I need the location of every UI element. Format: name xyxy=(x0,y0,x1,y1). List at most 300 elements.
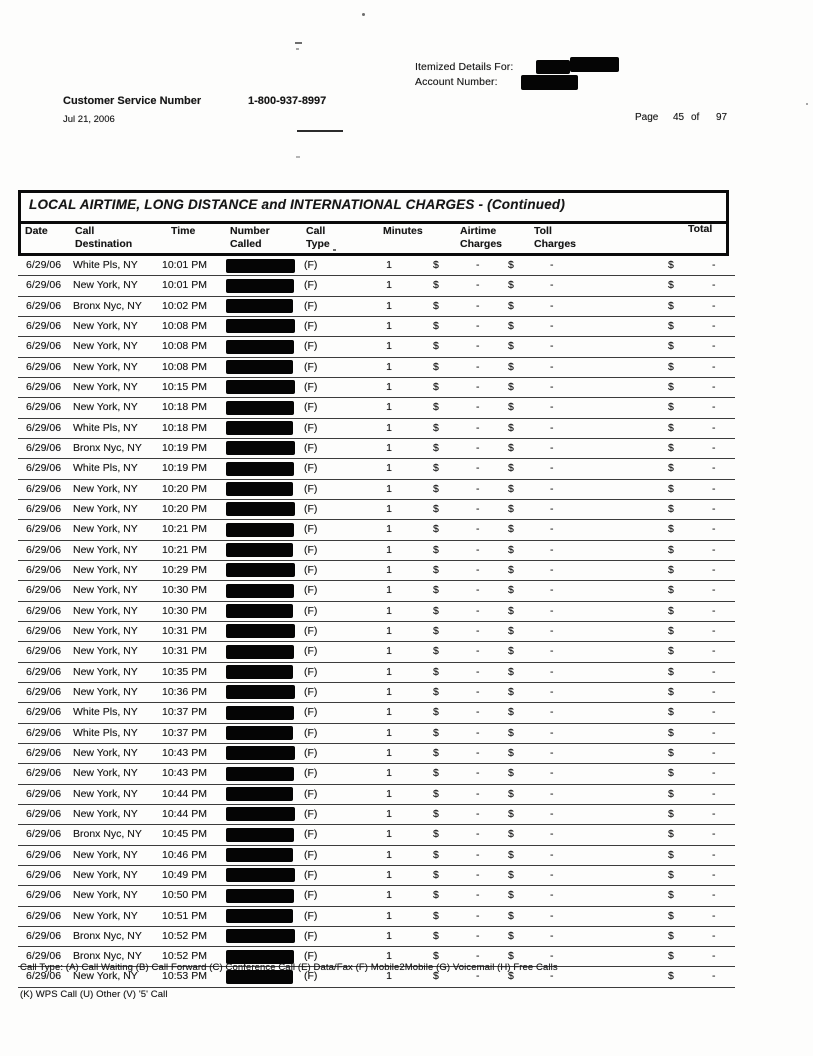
cell-minutes: 1 xyxy=(386,868,392,881)
redacted-number-called xyxy=(226,259,295,273)
cell-toll-amount: - xyxy=(550,380,554,393)
cell-date: 6/29/06 xyxy=(26,970,62,983)
cell-minutes: 1 xyxy=(386,340,392,353)
cell-total-amount: - xyxy=(712,421,716,434)
cell-total-currency: $ xyxy=(668,319,674,332)
cell-toll-currency: $ xyxy=(508,767,514,780)
cell-airtime-amount: - xyxy=(476,340,480,353)
table-row xyxy=(18,785,735,805)
cell-time: 10:30 PM xyxy=(162,604,207,617)
cell-total-currency: $ xyxy=(668,523,674,536)
redacted-number-called xyxy=(226,645,294,659)
cell-airtime-currency: $ xyxy=(433,726,439,739)
cell-time: 10:37 PM xyxy=(162,706,207,719)
cell-total-amount: - xyxy=(712,441,716,454)
cell-airtime-currency: $ xyxy=(433,462,439,475)
cell-airtime-amount: - xyxy=(476,909,480,922)
cell-time: 10:31 PM xyxy=(162,624,207,637)
cell-date: 6/29/06 xyxy=(26,279,62,292)
cell-date: 6/29/06 xyxy=(26,502,62,515)
cell-minutes: 1 xyxy=(386,482,392,495)
page-current: 45 xyxy=(673,112,685,123)
cell-toll-amount: - xyxy=(550,746,554,759)
cell-date: 6/29/06 xyxy=(26,523,62,536)
cell-date: 6/29/06 xyxy=(26,706,62,719)
cell-total-amount: - xyxy=(712,523,716,536)
cell-airtime-currency: $ xyxy=(433,807,439,820)
cell-toll-currency: $ xyxy=(508,482,514,495)
cell-call-type: (F) xyxy=(304,401,318,414)
cell-airtime-currency: $ xyxy=(433,502,439,515)
table-row xyxy=(18,907,735,927)
cell-total-amount: - xyxy=(712,584,716,597)
cell-toll-amount: - xyxy=(550,604,554,617)
cell-airtime-currency: $ xyxy=(433,401,439,414)
col-header-minutes: Minutes xyxy=(383,225,423,237)
redacted-number-called xyxy=(226,502,295,516)
cell-total-amount: - xyxy=(712,665,716,678)
col-header-call-type: Call Type xyxy=(306,225,330,250)
table-row xyxy=(18,602,735,622)
cell-date: 6/29/06 xyxy=(26,685,62,698)
redacted-number-called xyxy=(226,279,294,293)
cell-destination: New York, NY xyxy=(73,340,138,353)
cell-destination: New York, NY xyxy=(73,746,138,759)
cell-toll-amount: - xyxy=(550,360,554,373)
cell-airtime-currency: $ xyxy=(433,319,439,332)
cell-toll-currency: $ xyxy=(508,868,514,881)
table-row xyxy=(18,927,735,947)
cell-total-currency: $ xyxy=(668,380,674,393)
cell-toll-currency: $ xyxy=(508,787,514,800)
redacted-number-called xyxy=(226,787,293,801)
cell-destination: New York, NY xyxy=(73,360,138,373)
cell-date: 6/29/06 xyxy=(26,380,62,393)
cell-date: 6/29/06 xyxy=(26,665,62,678)
table-row xyxy=(18,703,735,723)
cell-time: 10:44 PM xyxy=(162,787,207,800)
cell-toll-currency: $ xyxy=(508,502,514,515)
cell-total-amount: - xyxy=(712,950,716,963)
cell-destination: New York, NY xyxy=(73,909,138,922)
cell-airtime-currency: $ xyxy=(433,828,439,841)
cell-destination: New York, NY xyxy=(73,848,138,861)
cell-airtime-amount: - xyxy=(476,868,480,881)
cell-airtime-amount: - xyxy=(476,889,480,902)
cell-toll-amount: - xyxy=(550,299,554,312)
cell-total-amount: - xyxy=(712,970,716,983)
cell-time: 10:18 PM xyxy=(162,421,207,434)
cell-minutes: 1 xyxy=(386,889,392,902)
cell-total-currency: $ xyxy=(668,543,674,556)
cell-destination: New York, NY xyxy=(73,889,138,902)
table-row xyxy=(18,724,735,744)
cell-date: 6/29/06 xyxy=(26,441,62,454)
cell-airtime-amount: - xyxy=(476,279,480,292)
cell-date: 6/29/06 xyxy=(26,950,62,963)
cell-destination: New York, NY xyxy=(73,482,138,495)
table-row xyxy=(18,276,735,296)
cell-toll-amount: - xyxy=(550,421,554,434)
cell-toll-amount: - xyxy=(550,909,554,922)
cell-time: 10:36 PM xyxy=(162,685,207,698)
cell-date: 6/29/06 xyxy=(26,401,62,414)
table-row xyxy=(18,805,735,825)
cell-toll-currency: $ xyxy=(508,848,514,861)
cell-total-currency: $ xyxy=(668,441,674,454)
cell-minutes: 1 xyxy=(386,685,392,698)
table-row xyxy=(18,500,735,520)
cell-airtime-amount: - xyxy=(476,482,480,495)
cell-time: 10:21 PM xyxy=(162,523,207,536)
cell-call-type: (F) xyxy=(304,360,318,373)
table-title: LOCAL AIRTIME, LONG DISTANCE and INTERNATIONAL CHARGES - (Continued) xyxy=(29,197,566,212)
cell-time: 10:18 PM xyxy=(162,401,207,414)
table-row xyxy=(18,480,735,500)
cell-minutes: 1 xyxy=(386,970,392,983)
cell-airtime-amount: - xyxy=(476,970,480,983)
cell-minutes: 1 xyxy=(386,929,392,942)
table-row xyxy=(18,846,735,866)
cell-toll-currency: $ xyxy=(508,401,514,414)
scan-artifact xyxy=(295,42,302,44)
cell-airtime-currency: $ xyxy=(433,685,439,698)
cell-total-currency: $ xyxy=(668,502,674,515)
cell-call-type: (F) xyxy=(304,584,318,597)
redacted-number-called xyxy=(226,401,294,415)
cell-toll-amount: - xyxy=(550,340,554,353)
cell-toll-amount: - xyxy=(550,543,554,556)
cell-total-currency: $ xyxy=(668,685,674,698)
cell-total-amount: - xyxy=(712,624,716,637)
cell-total-currency: $ xyxy=(668,604,674,617)
cell-call-type: (F) xyxy=(304,889,318,902)
cell-time: 10:43 PM xyxy=(162,767,207,780)
cell-total-amount: - xyxy=(712,909,716,922)
cell-toll-amount: - xyxy=(550,706,554,719)
cell-total-currency: $ xyxy=(668,848,674,861)
cell-total-currency: $ xyxy=(668,970,674,983)
table-row xyxy=(18,825,735,845)
cell-total-currency: $ xyxy=(668,828,674,841)
cell-time: 10:15 PM xyxy=(162,380,207,393)
cell-call-type: (F) xyxy=(304,726,318,739)
cell-total-currency: $ xyxy=(668,929,674,942)
cell-total-currency: $ xyxy=(668,868,674,881)
cell-airtime-currency: $ xyxy=(433,563,439,576)
cell-time: 10:08 PM xyxy=(162,340,207,353)
cell-toll-amount: - xyxy=(550,502,554,515)
cell-toll-amount: - xyxy=(550,563,554,576)
cell-toll-amount: - xyxy=(550,767,554,780)
table-row xyxy=(18,520,735,540)
cell-destination: Bronx Nyc, NY xyxy=(73,828,142,841)
cell-destination: New York, NY xyxy=(73,584,138,597)
cell-toll-currency: $ xyxy=(508,807,514,820)
cell-toll-currency: $ xyxy=(508,259,514,271)
cell-total-currency: $ xyxy=(668,665,674,678)
redacted-number-called xyxy=(226,848,293,862)
cell-time: 10:20 PM xyxy=(162,482,207,495)
cell-toll-amount: - xyxy=(550,807,554,820)
cell-toll-currency: $ xyxy=(508,909,514,922)
cell-date: 6/29/06 xyxy=(26,299,62,312)
cell-airtime-currency: $ xyxy=(433,259,439,271)
cell-destination: White Pls, NY xyxy=(73,706,138,719)
table-row xyxy=(18,683,735,703)
cell-total-amount: - xyxy=(712,462,716,475)
cell-toll-amount: - xyxy=(550,889,554,902)
cell-toll-currency: $ xyxy=(508,340,514,353)
cell-call-type: (F) xyxy=(304,259,318,271)
cell-call-type: (F) xyxy=(304,746,318,759)
cell-toll-amount: - xyxy=(550,441,554,454)
cell-toll-amount: - xyxy=(550,828,554,841)
redacted-number-called xyxy=(226,604,293,618)
cell-airtime-currency: $ xyxy=(433,645,439,658)
cell-date: 6/29/06 xyxy=(26,868,62,881)
cell-date: 6/29/06 xyxy=(26,259,62,271)
cell-total-currency: $ xyxy=(668,340,674,353)
cell-total-currency: $ xyxy=(668,462,674,475)
cell-destination: New York, NY xyxy=(73,543,138,556)
scan-artifact xyxy=(333,249,336,251)
cell-airtime-amount: - xyxy=(476,787,480,800)
cell-total-currency: $ xyxy=(668,563,674,576)
cell-call-type: (F) xyxy=(304,543,318,556)
cell-airtime-currency: $ xyxy=(433,848,439,861)
cell-toll-amount: - xyxy=(550,279,554,292)
cell-airtime-amount: - xyxy=(476,848,480,861)
cell-toll-amount: - xyxy=(550,462,554,475)
cell-minutes: 1 xyxy=(386,706,392,719)
cell-date: 6/29/06 xyxy=(26,848,62,861)
cell-total-amount: - xyxy=(712,889,716,902)
cell-airtime-amount: - xyxy=(476,299,480,312)
cell-date: 6/29/06 xyxy=(26,767,62,780)
cell-total-amount: - xyxy=(712,543,716,556)
cell-time: 10:50 PM xyxy=(162,889,207,902)
cell-airtime-currency: $ xyxy=(433,360,439,373)
cell-toll-amount: - xyxy=(550,868,554,881)
cell-total-currency: $ xyxy=(668,726,674,739)
redacted-number-called xyxy=(226,380,295,394)
cell-toll-currency: $ xyxy=(508,645,514,658)
cell-total-currency: $ xyxy=(668,401,674,414)
page-of-label: of xyxy=(691,112,700,123)
cell-destination: New York, NY xyxy=(73,279,138,292)
redacted-number-called xyxy=(226,482,293,496)
cell-minutes: 1 xyxy=(386,848,392,861)
cell-toll-amount: - xyxy=(550,685,554,698)
cell-airtime-amount: - xyxy=(476,584,480,597)
cell-time: 10:21 PM xyxy=(162,543,207,556)
cell-destination: New York, NY xyxy=(73,380,138,393)
cell-total-amount: - xyxy=(712,929,716,942)
cell-call-type: (F) xyxy=(304,563,318,576)
table-row xyxy=(18,439,735,459)
cell-date: 6/29/06 xyxy=(26,604,62,617)
cell-destination: New York, NY xyxy=(73,868,138,881)
cell-time: 10:52 PM xyxy=(162,929,207,942)
cell-total-amount: - xyxy=(712,746,716,759)
cell-date: 6/29/06 xyxy=(26,645,62,658)
cell-airtime-amount: - xyxy=(476,746,480,759)
cell-total-currency: $ xyxy=(668,767,674,780)
cell-toll-currency: $ xyxy=(508,421,514,434)
cell-airtime-currency: $ xyxy=(433,279,439,292)
call-type-legend-line-2: (K) WPS Call (U) Other (V) '5' Call xyxy=(20,989,168,1000)
cell-total-currency: $ xyxy=(668,259,674,271)
cell-destination: New York, NY xyxy=(73,319,138,332)
cell-minutes: 1 xyxy=(386,584,392,597)
cell-total-currency: $ xyxy=(668,421,674,434)
redacted-number-called xyxy=(226,462,294,476)
cell-minutes: 1 xyxy=(386,909,392,922)
table-row xyxy=(18,764,735,784)
customer-service-number: 1-800-937-8997 xyxy=(248,95,327,107)
cell-airtime-amount: - xyxy=(476,502,480,515)
scan-artifact xyxy=(296,48,299,50)
cell-minutes: 1 xyxy=(386,279,392,292)
cell-destination: New York, NY xyxy=(73,767,138,780)
cell-minutes: 1 xyxy=(386,523,392,536)
table-row xyxy=(18,866,735,886)
cell-date: 6/29/06 xyxy=(26,909,62,922)
col-header-date: Date xyxy=(25,225,48,237)
cell-time: 10:08 PM xyxy=(162,360,207,373)
cell-destination: White Pls, NY xyxy=(73,462,138,475)
redacted-name-box-1 xyxy=(536,60,570,74)
cell-toll-currency: $ xyxy=(508,970,514,983)
cell-call-type: (F) xyxy=(304,604,318,617)
redacted-number-called xyxy=(226,319,295,333)
customer-service-label: Customer Service Number xyxy=(63,95,202,107)
cell-total-currency: $ xyxy=(668,624,674,637)
cell-airtime-amount: - xyxy=(476,401,480,414)
cell-destination: New York, NY xyxy=(73,685,138,698)
cell-time: 10:08 PM xyxy=(162,319,207,332)
cell-call-type: (F) xyxy=(304,624,318,637)
table-row xyxy=(18,297,735,317)
cell-toll-amount: - xyxy=(550,523,554,536)
cell-minutes: 1 xyxy=(386,787,392,800)
table-row xyxy=(18,459,735,479)
cell-airtime-currency: $ xyxy=(433,340,439,353)
cell-total-amount: - xyxy=(712,767,716,780)
cell-airtime-currency: $ xyxy=(433,523,439,536)
cell-airtime-currency: $ xyxy=(433,950,439,963)
redacted-number-called xyxy=(226,889,294,903)
cell-call-type: (F) xyxy=(304,767,318,780)
cell-toll-currency: $ xyxy=(508,828,514,841)
cell-airtime-currency: $ xyxy=(433,380,439,393)
table-row xyxy=(18,581,735,601)
cell-minutes: 1 xyxy=(386,259,392,271)
col-header-number-called: Number Called xyxy=(230,225,270,250)
cell-total-amount: - xyxy=(712,868,716,881)
cell-minutes: 1 xyxy=(386,950,392,963)
table-row xyxy=(18,419,735,439)
redacted-number-called xyxy=(226,706,294,720)
cell-date: 6/29/06 xyxy=(26,360,62,373)
call-detail-rows xyxy=(18,256,735,988)
cell-call-type: (F) xyxy=(304,848,318,861)
cell-airtime-amount: - xyxy=(476,380,480,393)
cell-total-amount: - xyxy=(712,380,716,393)
cell-airtime-currency: $ xyxy=(433,482,439,495)
cell-destination: New York, NY xyxy=(73,807,138,820)
cell-airtime-amount: - xyxy=(476,259,480,271)
cell-destination: New York, NY xyxy=(73,523,138,536)
cell-call-type: (F) xyxy=(304,502,318,515)
cell-call-type: (F) xyxy=(304,929,318,942)
cell-total-amount: - xyxy=(712,685,716,698)
table-row xyxy=(18,663,735,683)
cell-time: 10:51 PM xyxy=(162,909,207,922)
cell-minutes: 1 xyxy=(386,502,392,515)
cell-date: 6/29/06 xyxy=(26,828,62,841)
redacted-number-called xyxy=(226,685,295,699)
cell-total-currency: $ xyxy=(668,787,674,800)
redacted-number-called xyxy=(226,767,294,781)
cell-time: 10:20 PM xyxy=(162,502,207,515)
cell-call-type: (F) xyxy=(304,645,318,658)
col-header-toll-charges: Toll Charges xyxy=(534,225,577,250)
cell-total-amount: - xyxy=(712,848,716,861)
redacted-number-called xyxy=(226,909,293,923)
cell-toll-currency: $ xyxy=(508,584,514,597)
redacted-number-called xyxy=(226,421,293,435)
cell-toll-amount: - xyxy=(550,929,554,942)
cell-time: 10:46 PM xyxy=(162,848,207,861)
cell-date: 6/29/06 xyxy=(26,482,62,495)
cell-airtime-currency: $ xyxy=(433,584,439,597)
cell-toll-amount: - xyxy=(550,401,554,414)
redacted-number-called xyxy=(226,929,295,943)
cell-toll-amount: - xyxy=(550,584,554,597)
cell-date: 6/29/06 xyxy=(26,807,62,820)
cell-toll-amount: - xyxy=(550,259,554,271)
col-header-time: Time xyxy=(171,225,196,237)
cell-airtime-currency: $ xyxy=(433,889,439,902)
cell-total-amount: - xyxy=(712,299,716,312)
cell-total-currency: $ xyxy=(668,299,674,312)
cell-minutes: 1 xyxy=(386,299,392,312)
cell-minutes: 1 xyxy=(386,746,392,759)
cell-toll-currency: $ xyxy=(508,360,514,373)
cell-call-type: (F) xyxy=(304,868,318,881)
cell-call-type: (F) xyxy=(304,482,318,495)
cell-airtime-currency: $ xyxy=(433,706,439,719)
cell-time: 10:02 PM xyxy=(162,299,207,312)
cell-call-type: (F) xyxy=(304,807,318,820)
cell-airtime-amount: - xyxy=(476,543,480,556)
table-row xyxy=(18,256,735,276)
cell-date: 6/29/06 xyxy=(26,889,62,902)
cell-minutes: 1 xyxy=(386,360,392,373)
cell-total-amount: - xyxy=(712,279,716,292)
cell-time: 10:30 PM xyxy=(162,584,207,597)
cell-toll-currency: $ xyxy=(508,604,514,617)
cell-airtime-amount: - xyxy=(476,441,480,454)
cell-destination: New York, NY xyxy=(73,502,138,515)
cell-call-type: (F) xyxy=(304,462,318,475)
cell-toll-currency: $ xyxy=(508,319,514,332)
cell-total-currency: $ xyxy=(668,360,674,373)
cell-total-amount: - xyxy=(712,340,716,353)
cell-call-type: (F) xyxy=(304,523,318,536)
